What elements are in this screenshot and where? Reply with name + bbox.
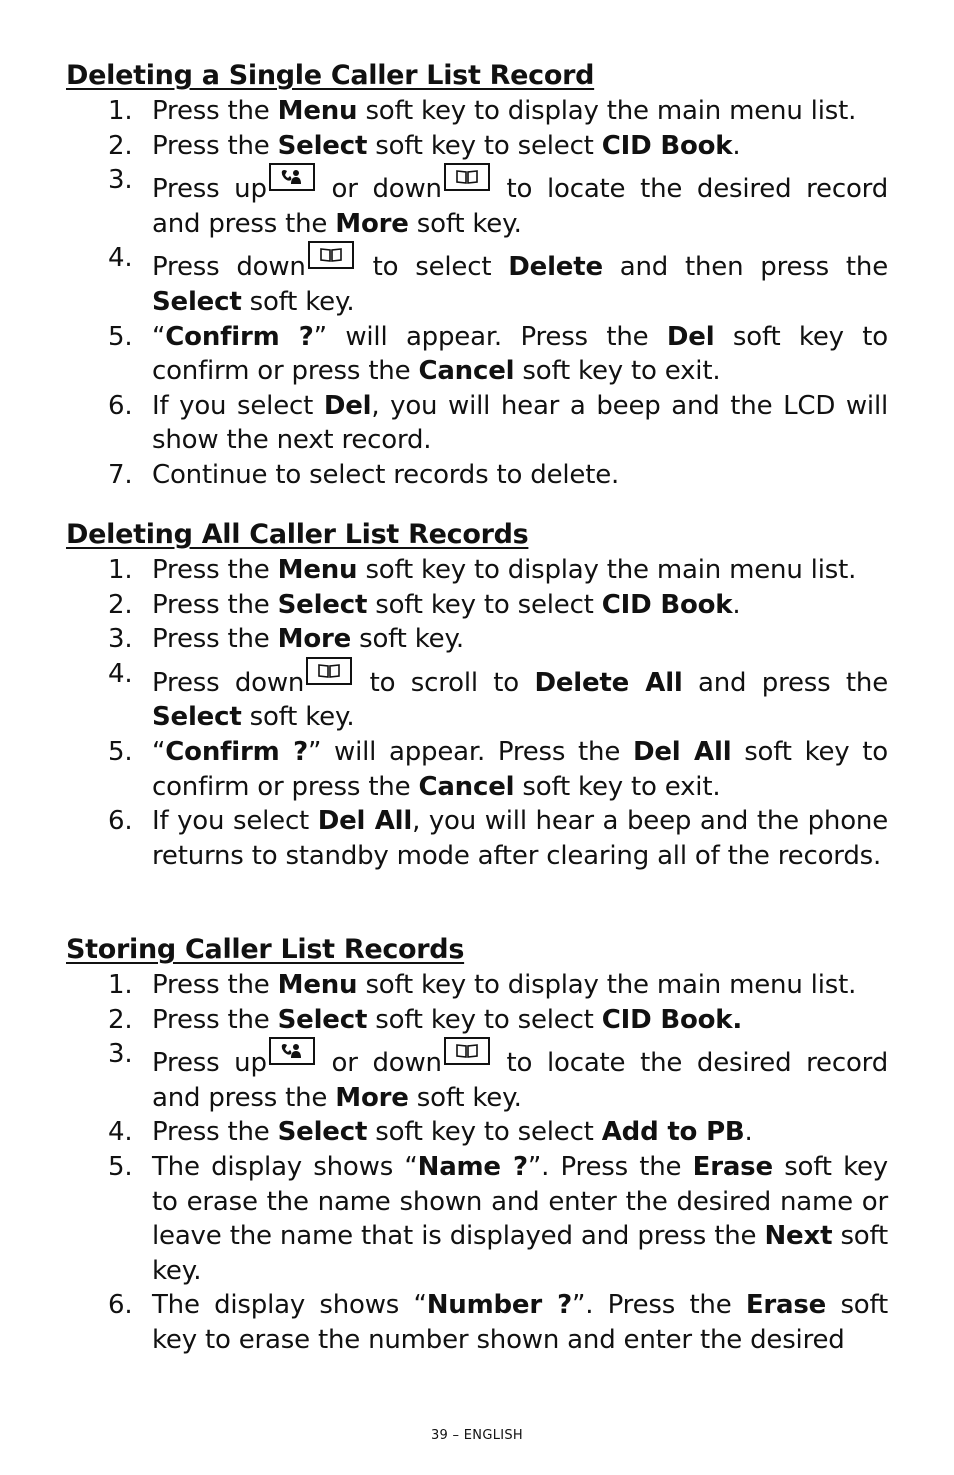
step-text: soft key to select	[367, 1117, 602, 1148]
step-text: soft key to confirm or press the	[152, 736, 888, 802]
step-item	[108, 735, 888, 804]
step-text: soft key.	[241, 702, 355, 733]
step-keyword: Cancel	[418, 771, 515, 802]
step-text: ”. Press the	[527, 1151, 693, 1182]
step-item	[108, 588, 888, 623]
step-text: soft key.	[152, 1221, 889, 1286]
step-keyword: Next	[764, 1221, 833, 1252]
down-book-icon	[444, 163, 490, 191]
step-text: Press the	[152, 970, 278, 1000]
step-keyword: More	[335, 1082, 409, 1113]
step-text: ” will appear. Press the	[307, 736, 633, 767]
step-item	[108, 458, 888, 493]
step-item	[108, 163, 888, 241]
step-text: The display shows “	[152, 1151, 418, 1182]
section-heading-delete-all: Deleting All Caller List Records	[66, 519, 529, 550]
step-text: The display shows “	[152, 1290, 427, 1321]
step-text: Press up	[152, 174, 267, 205]
step-number: 5.	[108, 1151, 133, 1182]
steps-delete-all	[108, 553, 888, 873]
step-keyword: More	[277, 624, 352, 655]
step-number: 2.	[108, 589, 133, 620]
step-text: and then press the	[602, 252, 889, 283]
up-phonebook-icon	[269, 1037, 315, 1065]
steps-storing	[108, 968, 888, 1358]
step-number: 6.	[108, 806, 133, 837]
step-text: Press the	[152, 96, 278, 126]
step-keyword: Menu	[277, 970, 358, 1000]
step-keyword: Confirm ?	[165, 736, 308, 767]
step-keyword: Confirm ?	[165, 321, 314, 352]
step-number: 1.	[108, 96, 133, 126]
step-keyword: Del	[666, 321, 715, 352]
step-item	[108, 389, 888, 458]
step-text: soft key to erase the number shown and enter the desired	[152, 1290, 888, 1355]
step-text: .	[732, 130, 741, 161]
step-keyword: CID Book.	[601, 1004, 743, 1035]
step-item	[108, 129, 888, 164]
step-keyword: CID Book	[601, 130, 733, 161]
step-text: soft key to erase the name shown and enter the desired name or leave the name that is displayed and press the	[152, 1151, 888, 1252]
step-keyword: Erase	[745, 1290, 827, 1321]
step-text: soft key.	[408, 208, 522, 239]
step-item	[108, 804, 888, 873]
step-item	[108, 241, 888, 319]
step-keyword: Del All	[317, 806, 413, 837]
step-text: soft key to confirm or press the	[152, 321, 888, 387]
step-text: soft key to display the main menu list.	[357, 96, 857, 126]
step-text: soft key.	[351, 624, 464, 655]
page-footer: 39 – ENGLISH	[430, 1428, 524, 1443]
down-book-icon	[306, 657, 352, 685]
down-book-icon	[308, 241, 354, 269]
step-keyword: Erase	[692, 1151, 773, 1182]
step-item	[108, 1115, 888, 1150]
step-text: .	[744, 1117, 753, 1148]
step-text: and press the	[682, 667, 888, 698]
step-text: ” will appear. Press the	[313, 321, 667, 352]
up-phonebook-icon	[269, 163, 315, 191]
step-text: Continue to select records to delete.	[152, 459, 620, 490]
step-text: soft key to display the main menu list.	[357, 970, 857, 1000]
step-text: If you select	[152, 390, 324, 421]
step-number: 2.	[108, 1004, 133, 1035]
step-text: soft key to select	[367, 1004, 602, 1035]
step-number: 5.	[108, 321, 133, 352]
step-text: soft key.	[408, 1082, 522, 1113]
step-keyword: Delete All	[534, 667, 683, 698]
step-keyword: More	[335, 208, 409, 239]
step-number: 3.	[108, 165, 133, 196]
step-text: Press up	[152, 1048, 267, 1079]
step-keyword: Menu	[277, 555, 358, 585]
step-keyword: Del All	[632, 736, 732, 767]
step-text: soft key to exit.	[514, 771, 721, 802]
step-text: soft key.	[241, 286, 355, 317]
step-text: to select	[355, 252, 509, 283]
section-heading-delete-single: Deleting a Single Caller List Record	[66, 60, 595, 91]
step-text: Press the	[152, 1004, 278, 1035]
step-text: If you select	[152, 806, 318, 837]
step-item	[108, 1288, 888, 1357]
section-heading-storing: Storing Caller List Records	[66, 934, 465, 965]
step-number: 7.	[108, 459, 133, 490]
step-number: 6.	[108, 1290, 133, 1321]
down-book-icon	[444, 1037, 490, 1065]
step-item	[108, 553, 888, 588]
step-item	[108, 1003, 888, 1038]
step-text: soft key to select	[367, 589, 602, 620]
step-item	[108, 1037, 888, 1115]
step-text: to locate the desired record and press the	[152, 1048, 888, 1113]
step-text: “	[152, 736, 166, 767]
step-item	[108, 320, 888, 389]
step-item	[108, 1150, 888, 1288]
step-text: Press the	[152, 555, 278, 585]
step-number: 6.	[108, 390, 133, 421]
step-keyword: Menu	[277, 96, 358, 126]
step-text: .	[732, 589, 741, 620]
step-keyword: Select	[277, 130, 368, 161]
step-keyword: Number ?	[426, 1290, 572, 1321]
step-text: soft key to select	[367, 130, 602, 161]
step-text: Press the	[152, 624, 278, 655]
step-item	[108, 968, 888, 1003]
step-text: to scroll to	[354, 667, 535, 698]
step-text: ”. Press the	[571, 1290, 746, 1321]
step-text: , you will hear a beep and the LCD will show the next record.	[152, 390, 889, 456]
step-text: soft key to exit.	[514, 356, 721, 387]
step-text: “	[152, 321, 166, 352]
step-text: or down	[316, 174, 442, 205]
step-keyword: Del	[323, 390, 372, 421]
step-number: 4.	[108, 243, 133, 274]
step-keyword: Delete	[508, 252, 603, 283]
step-number: 4.	[108, 1117, 133, 1148]
step-text: Press the	[152, 1117, 278, 1148]
step-text: Press down	[152, 252, 306, 283]
step-item	[108, 94, 888, 129]
step-number: 1.	[108, 970, 133, 1000]
step-text: or down	[316, 1048, 442, 1079]
step-text: to locate the desired record and press the	[152, 174, 888, 239]
step-keyword: Select	[152, 286, 242, 317]
step-keyword: Select	[277, 1004, 368, 1035]
step-text: Press down	[152, 667, 305, 698]
step-item	[108, 622, 888, 657]
step-number: 1.	[108, 555, 133, 585]
step-number: 3.	[108, 624, 133, 655]
step-keyword: Cancel	[418, 356, 515, 387]
step-text: Press the	[152, 130, 278, 161]
step-text: Press the	[152, 589, 278, 620]
step-keyword: Add to PB	[601, 1117, 745, 1148]
step-number: 5.	[108, 736, 133, 767]
step-text: soft key to display the main menu list.	[357, 555, 857, 585]
step-keyword: CID Book	[601, 589, 733, 620]
step-number: 2.	[108, 130, 133, 161]
step-keyword: Select	[277, 589, 368, 620]
step-item	[108, 657, 888, 735]
steps-delete-single	[108, 94, 888, 493]
step-text: , you will hear a beep and the phone returns to standby mode after clearing all of the records.	[152, 806, 888, 871]
step-keyword: Select	[152, 702, 242, 733]
step-keyword: Name ?	[417, 1151, 528, 1182]
step-number: 3.	[108, 1039, 133, 1070]
step-number: 4.	[108, 658, 133, 689]
step-keyword: Select	[277, 1117, 368, 1148]
